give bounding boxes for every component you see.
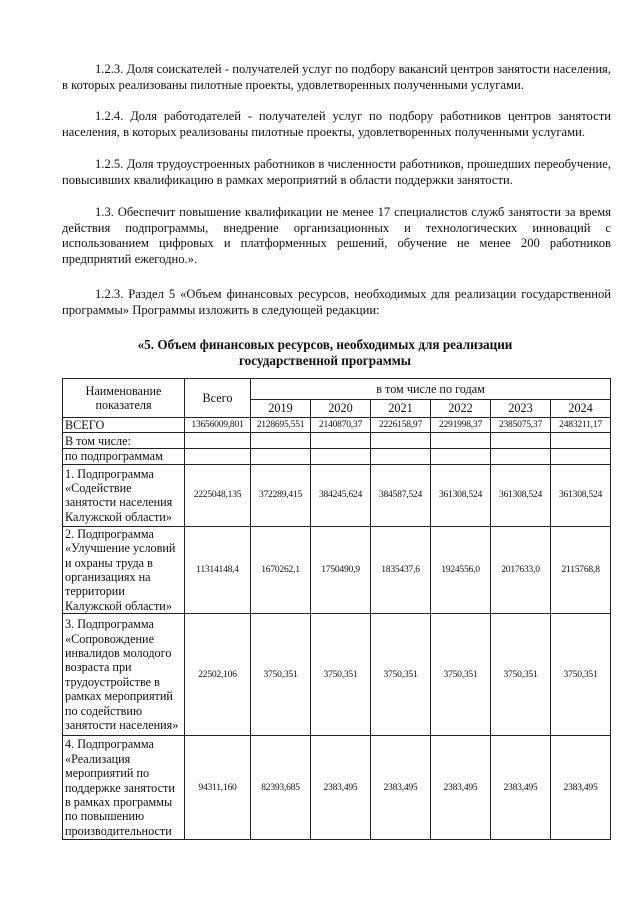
cell-year: 2385075,37 [491,418,551,433]
cell-year: 3750,351 [371,614,431,736]
paragraph-1-2-4: 1.2.4. Доля работодателей - получателей услуг по подбору работников центров занятости населения, в которых реализованы пилотные проекты, удовлетворенных полученными услугами. [62,109,611,139]
cell-year: 1835437,6 [371,526,431,613]
table-row-subprogram-2 [63,526,611,613]
header-year: 2019 [251,400,311,418]
section-heading: «5. Объем финансовых ресурсов, необходимых для реализации государственной программы [137,337,513,368]
cell-year: 361308,524 [551,464,611,526]
row-label-subprogram-2: 2. Подпрограмма «Улучшение условий и охраны труда в организациях на территории Калужской области» [63,526,185,613]
row-label-subprogram-1: 1. Подпрограмма «Содействие занятости населения Калужской области» [63,464,185,526]
cell-year: 2383,495 [371,736,431,840]
cell-year: 2115768,8 [551,526,611,613]
cell-total: 11314148,4 [185,526,251,613]
header-year: 2020 [311,400,371,418]
paragraph-1-2-5: 1.2.5. Доля трудоустроенных работников в численности работников, прошедших переобучение, повысивших квалификацию в рамках мероприятий в области поддержки занятости. [62,157,611,187]
cell-year: 2128695,551 [251,418,311,433]
header-name: Наименование показателя [63,379,185,418]
cell-year: 384245,624 [311,464,371,526]
table-row-by-subprograms [63,449,611,464]
table-row-subprogram-3 [63,614,611,736]
paragraph-1-3: 1.3. Обеспечит повышение квалификации не менее 17 специалистов служб занятости за время действия подпрограммы, внедрение организационных и технологических инноваций с использованием цифровых и платформенных решений, обучение не менее 200 работников предприятий ежегодно.». [62,205,611,266]
financial-resources-table [62,378,611,840]
cell-year: 2140870,37 [311,418,371,433]
cell-year: 3750,351 [311,614,371,736]
cell-year: 3750,351 [491,614,551,736]
cell-year: 2226158,97 [371,418,431,433]
cell-year: 2383,495 [551,736,611,840]
cell-year: 384587,524 [371,464,431,526]
row-label-total: ВСЕГО [63,418,185,433]
paragraph-section-5-amendment: 1.2.3. Раздел 5 «Объем финансовых ресурсов, необходимых для реализации государственной программы» Программы изложить в следующей редакции: [62,287,611,317]
cell-total: 94311,160 [185,736,251,840]
cell-year: 2291998,37 [431,418,491,433]
cell-year: 372289,415 [251,464,311,526]
cell-year: 82393,685 [251,736,311,840]
header-by-years: в том числе по годам [251,379,611,400]
header-year: 2024 [551,400,611,418]
header-year: 2021 [371,400,431,418]
cell-year: 2017633,0 [491,526,551,613]
table-row-total [63,418,611,433]
cell-year: 1750490,9 [311,526,371,613]
table-row-including [63,433,611,449]
row-label-including: В том числе: [63,433,185,449]
cell-total: 2225048,135 [185,464,251,526]
table-row-subprogram-4 [63,736,611,840]
paragraph-1-2-3: 1.2.3. Доля соискателей - получателей услуг по подбору вакансий центров занятости населения, в которых реализованы пилотные проекты, удовлетворенных полученными услугами. [62,62,611,92]
cell-year: 1670262,1 [251,526,311,613]
cell-year: 3750,351 [251,614,311,736]
row-label-subprogram-3: 3. Подпрограмма «Сопровождение инвалидов молодого возраста при трудоустройстве в рамках мероприятий по содействию занятости населения» [63,614,185,736]
cell-total: 13656009,801 [185,418,251,433]
cell-year: 361308,524 [431,464,491,526]
cell-total: 22502,106 [185,614,251,736]
cell-year: 3750,351 [431,614,491,736]
row-label-by-subprograms: по подпрограммам [63,449,185,464]
cell-year: 2383,495 [431,736,491,840]
cell-year: 2483211,17 [551,418,611,433]
header-total: Всего [185,379,251,418]
cell-year: 2383,495 [311,736,371,840]
row-label-subprogram-4: 4. Подпрограмма «Реализация мероприятий по поддержке занятости в рамках программы по повышению производительности [63,736,185,840]
header-year: 2023 [491,400,551,418]
table-row-subprogram-1 [63,464,611,526]
header-year: 2022 [431,400,491,418]
cell-year: 2383,495 [491,736,551,840]
cell-year: 1924556,0 [431,526,491,613]
cell-year: 361308,524 [491,464,551,526]
cell-year: 3750,351 [551,614,611,736]
